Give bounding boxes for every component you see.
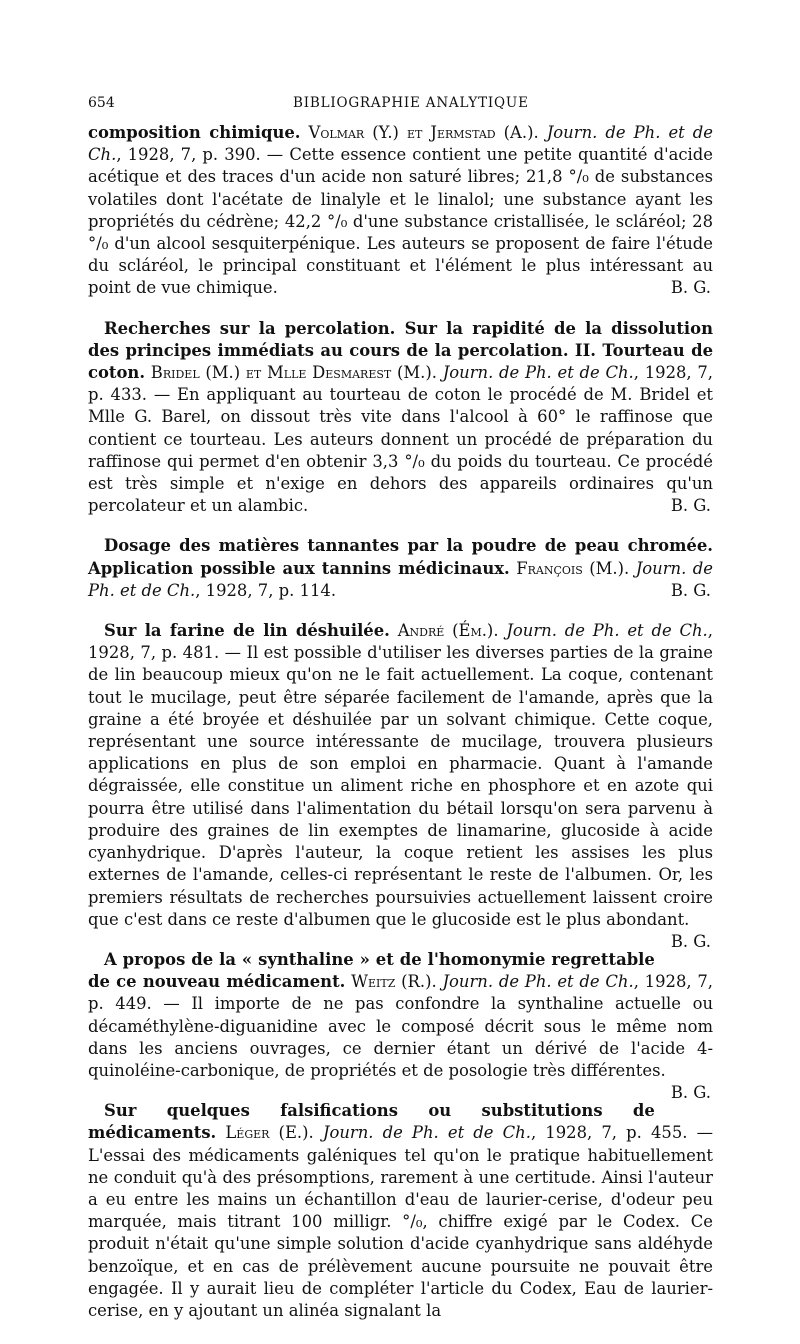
entry-citation: , 1928, 7, p. 455. — xyxy=(530,1123,713,1143)
entry-signature: B. G. xyxy=(670,278,711,298)
entry-citation: , 1928, 7, p. 481. — xyxy=(88,621,713,663)
bibliography-entry xyxy=(88,1100,713,1322)
entry-body: En appliquant au tourteau de coton le procédé de M. Bridel et Mlle G. Barel, on dissout très vite dans l'alcool à 60° le raffinose que contient ce tourteau. Les auteurs donnent un procédé de préparation du raffinose qui permet d'en obtenir 3,3 °/₀ du poids du tourteau. Ce procédé est très simple et n'exige en dehors des appareils ordinaires qu'un percolateur et un alambic. xyxy=(88,385,713,516)
page-header xyxy=(88,92,713,110)
entry-title: Sur la farine de lin déshuilée. xyxy=(104,621,390,641)
entry-authors: Volmar (Y.) et Jermstad (A.). xyxy=(308,123,539,142)
bibliography-entry xyxy=(88,318,713,518)
entry-body: Il importe de ne pas confondre la synthaline actuelle ou décaméthylène-diguanidine avec le composé décrit sous le même nom dans les anciens ouvrages, ce dernier étant un dérivé de l'acide 4-quinoléine-carbonique, de propriétés et de posologie très différentes. xyxy=(88,994,714,1080)
document-page xyxy=(88,92,713,1340)
entry-title: composition chimique. xyxy=(88,123,301,142)
entry-signature: B. G. xyxy=(670,580,711,600)
bibliography-entry xyxy=(88,949,714,1103)
running-title: BIBLIOGRAPHIE ANALYTIQUE xyxy=(293,95,529,111)
entry-journal: Journ. de Ph. et de Ch. xyxy=(442,363,634,383)
entry-body: Cette essence contient une petite quantité d'acide acétique et des traces d'un acide non saturé libres; 21,8 °/₀ de substances volatiles dont l'acétate de linalyle et le linalol; une substance ayant les propriétés du cédrène; 42,2 °/₀ d'une substance cristallisée, le scláréol; 28 °/₀ d'un alcool sesquiterpénique. Les auteurs se proposent de faire l'étude du scláréol, le principal constituant et l'élément le plus intéressant au point de vue chimique. xyxy=(88,145,713,298)
entry-authors: André (Ém.). xyxy=(397,621,499,641)
page-number: 654 xyxy=(88,95,115,111)
entry-authors: François (M.). xyxy=(516,558,630,578)
entry-authors: Weitz (R.). xyxy=(351,972,437,992)
bibliography-entry xyxy=(88,535,713,602)
entry-body: Il est possible d'utiliser les diverses parties de la graine de lin beaucoup mieux qu'on ne le fait actuellement. La coque, contenant tout le mucilage, peut être séparée facilement de l'amande, après que la graine a été broyée et déshuilée par un solvant chimique. Cette coque, représentant une source intéressante de mucilage, trouvera plusieurs applications en plus de son emploi en pharmacie. Quant à l'amande dégraissée, elle constitue un aliment riche en phosphore et en azote qui pourra être utilisé dans l'alimentation du bétail lorsqu'on sera parvenu à produire des graines de lin exemptes de linamarine, glucoside à acide cyanhydrique. D'après l'auteur, la coque retient les assises les plus externes de l'amande, celles-ci représentant le reste de l'albumen. Or, les premiers résultats de recherches poursuivies actuellement laissent croire que c'est dans ce reste d'albumen que le glucoside est le plus abondant. xyxy=(88,643,714,929)
entry-citation: , 1928, 7, p. 433. — xyxy=(88,363,714,405)
entry-title: Sur quelques falsifications ou substitutions de médicaments. xyxy=(88,1101,655,1143)
entry-journal: Journ. de Ph. et de Ch. xyxy=(88,123,713,165)
entry-title: A propos de la « synthaline » et de l'homonymie regrettable de ce nouveau médicament. xyxy=(88,949,655,992)
entry-journal: Journ. de Ph. et de Ch. xyxy=(88,558,713,600)
bibliography-entry xyxy=(88,122,713,300)
entry-authors: Léger (E.). xyxy=(225,1123,314,1143)
entry-signature: B. G. xyxy=(670,496,711,516)
entry-citation: , 1928, 7, p. 390. — xyxy=(116,145,290,165)
entry-journal: Journ. de Ph. et de Ch. xyxy=(322,1123,531,1143)
entry-journal: Journ. de Ph. et de Ch. xyxy=(506,621,708,641)
entry-body: L'essai des médicaments galéniques tel qu'on le pratique habituellement ne conduit qu'à des présomptions, rarement à une certitude. Ainsi l'auteur a eu entre les mains un échantillon d'eau de laurier-cerise, d'odeur peu marquée, mais titrant 100 milligr. °/₀, chiffre exigé par le Codex. Ce produit n'était qu'une simple solution d'acide cyanhydrique sans aldéhyde benzoïque, et en cas de prélèvement aucune poursuite ne pouvait être engagée. Il y aurait lieu de compléter l'article du Codex, Eau de laurier-cerise, en y ajoutant un alinéa signalant la xyxy=(88,1145,713,1320)
entry-citation: , 1928, 7, p. 114. xyxy=(195,580,337,600)
entry-citation: , 1928, 7, p. 449. — xyxy=(88,972,713,1014)
entry-journal: Journ. de Ph. et de Ch. xyxy=(442,972,634,992)
bibliography-entry xyxy=(88,620,714,951)
entry-authors: Bridel (M.) et Mlle Desmarest (M.). xyxy=(150,363,437,383)
entry-title: Recherches sur la percolation. Sur la rapidité de la dissolution des principes immédiats au cours de la percolation. II. Tourteau de coton. xyxy=(88,318,713,383)
entry-signature: B. G. xyxy=(670,1083,711,1103)
entry-signature: B. G. xyxy=(670,931,711,951)
entry-title: Dosage des matières tannantes par la poudre de peau chromée. Application possible aux tannins médicinaux. xyxy=(88,536,713,578)
